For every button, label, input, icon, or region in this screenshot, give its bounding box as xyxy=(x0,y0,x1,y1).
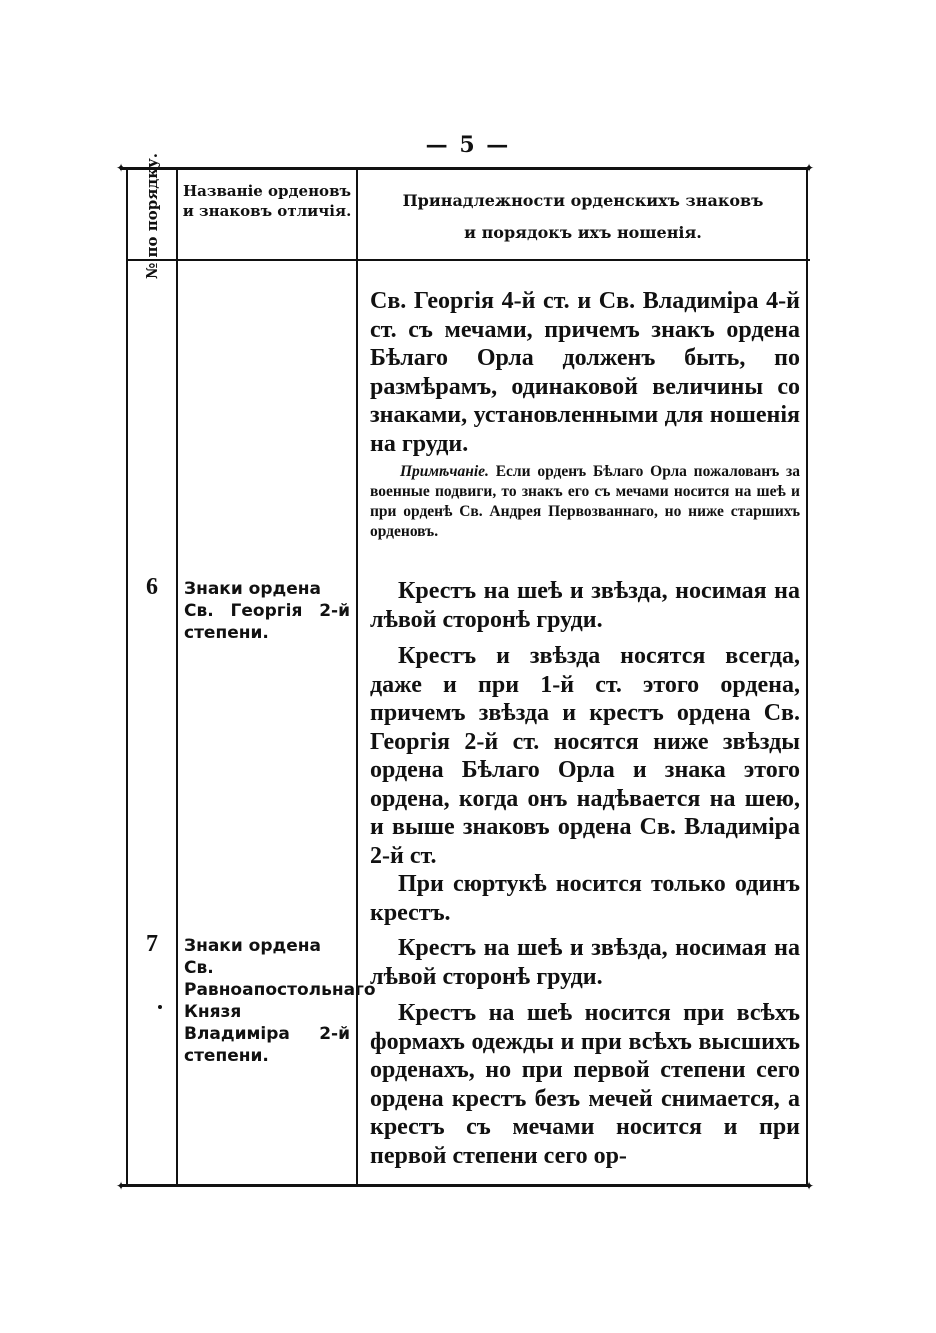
table-left-rule xyxy=(126,167,128,1187)
corner-ornament-icon: ✦ xyxy=(116,1179,127,1193)
header-details-column xyxy=(358,185,808,249)
table-top-rule xyxy=(120,167,810,170)
continuation-paragraph: Св. Георгія 4-й ст. и Св. Владиміра 4-й ст. съ мечами, причемъ знакъ ордена Бѣлаго Орла долженъ быть, по размѣрамъ, одинаковой величины со знаками, установленными для ношенія на груди. xyxy=(370,288,800,457)
note-text: Если орденъ Бѣлаго Орла пожалованъ за военные подвиги, то знакъ его съ мечами носится на шеѣ и при орденѣ Св. Андрея Первозваннаго, но ниже старшихъ орденовъ. xyxy=(370,463,800,540)
table-right-rule xyxy=(806,167,808,1187)
continuation-note xyxy=(370,462,800,542)
column-divider-2 xyxy=(356,167,358,1187)
corner-ornament-icon: ✦ xyxy=(116,161,127,175)
column-divider-1 xyxy=(176,167,178,1187)
order-name-line-1: Знаки ордена xyxy=(184,579,321,599)
header-name-label: Названіе орденовъ и знаковъ отличія. xyxy=(182,182,352,220)
corner-ornament-icon: ✦ xyxy=(804,161,815,175)
order-name-line-1: Знаки ордена xyxy=(184,936,321,956)
details-paragraph: Крестъ и звѣзда носятся всегда, даже и при 1-й ст. этого ордена, причемъ звѣзда и крестъ ордена Св. Георгія 2-й ст. носятся ниже звѣзды ордена Бѣлаго Орла и знака этого ордена, когда онъ надѣвается на шею, и выше знаковъ ордена Св. Владиміра 2-й ст. xyxy=(370,643,800,869)
row-number: 7 xyxy=(146,931,158,957)
order-name xyxy=(184,935,376,1067)
header-number-column xyxy=(128,153,176,279)
row-number: 6 xyxy=(146,574,158,600)
header-number-label: № по порядку. xyxy=(143,153,161,279)
header-details-line-2: и порядокъ ихъ ношенія. xyxy=(464,223,702,242)
details-paragraph: Крестъ на шеѣ и звѣзда, носимая на лѣвой сторонѣ груди. xyxy=(370,935,800,990)
order-name xyxy=(184,578,350,644)
page-number: — 5 — xyxy=(425,132,511,158)
ink-dot xyxy=(158,1005,162,1009)
corner-ornament-icon: ✦ xyxy=(804,1179,815,1193)
details-paragraph: Крестъ на шеѣ носится при всѣхъ формахъ одежды и при всѣхъ высшихъ орденахъ, но при первой степени сего ордена крестъ безъ мечей снимается, а крестъ съ мечами носится и при первой степени сего ор- xyxy=(370,1000,800,1169)
table-bottom-rule xyxy=(120,1184,810,1187)
order-name-rest: Св. Георгія 2-й степени. xyxy=(184,601,350,643)
details-paragraph: Крестъ на шеѣ и звѣзда, носимая на лѣвой сторонѣ груди. xyxy=(370,578,800,633)
header-details-line-1: Принадлежности орденскихъ знаковъ xyxy=(402,191,764,210)
orders-table xyxy=(116,153,815,1193)
order-name-rest: Св. Равноапостольнаго Князя Владиміра 2-й степени. xyxy=(184,958,376,1066)
note-lead: Примѣчаніе. xyxy=(400,463,489,480)
details-paragraph: При сюртукѣ носится только одинъ крестъ. xyxy=(370,871,800,926)
table-header-rule xyxy=(128,259,810,261)
